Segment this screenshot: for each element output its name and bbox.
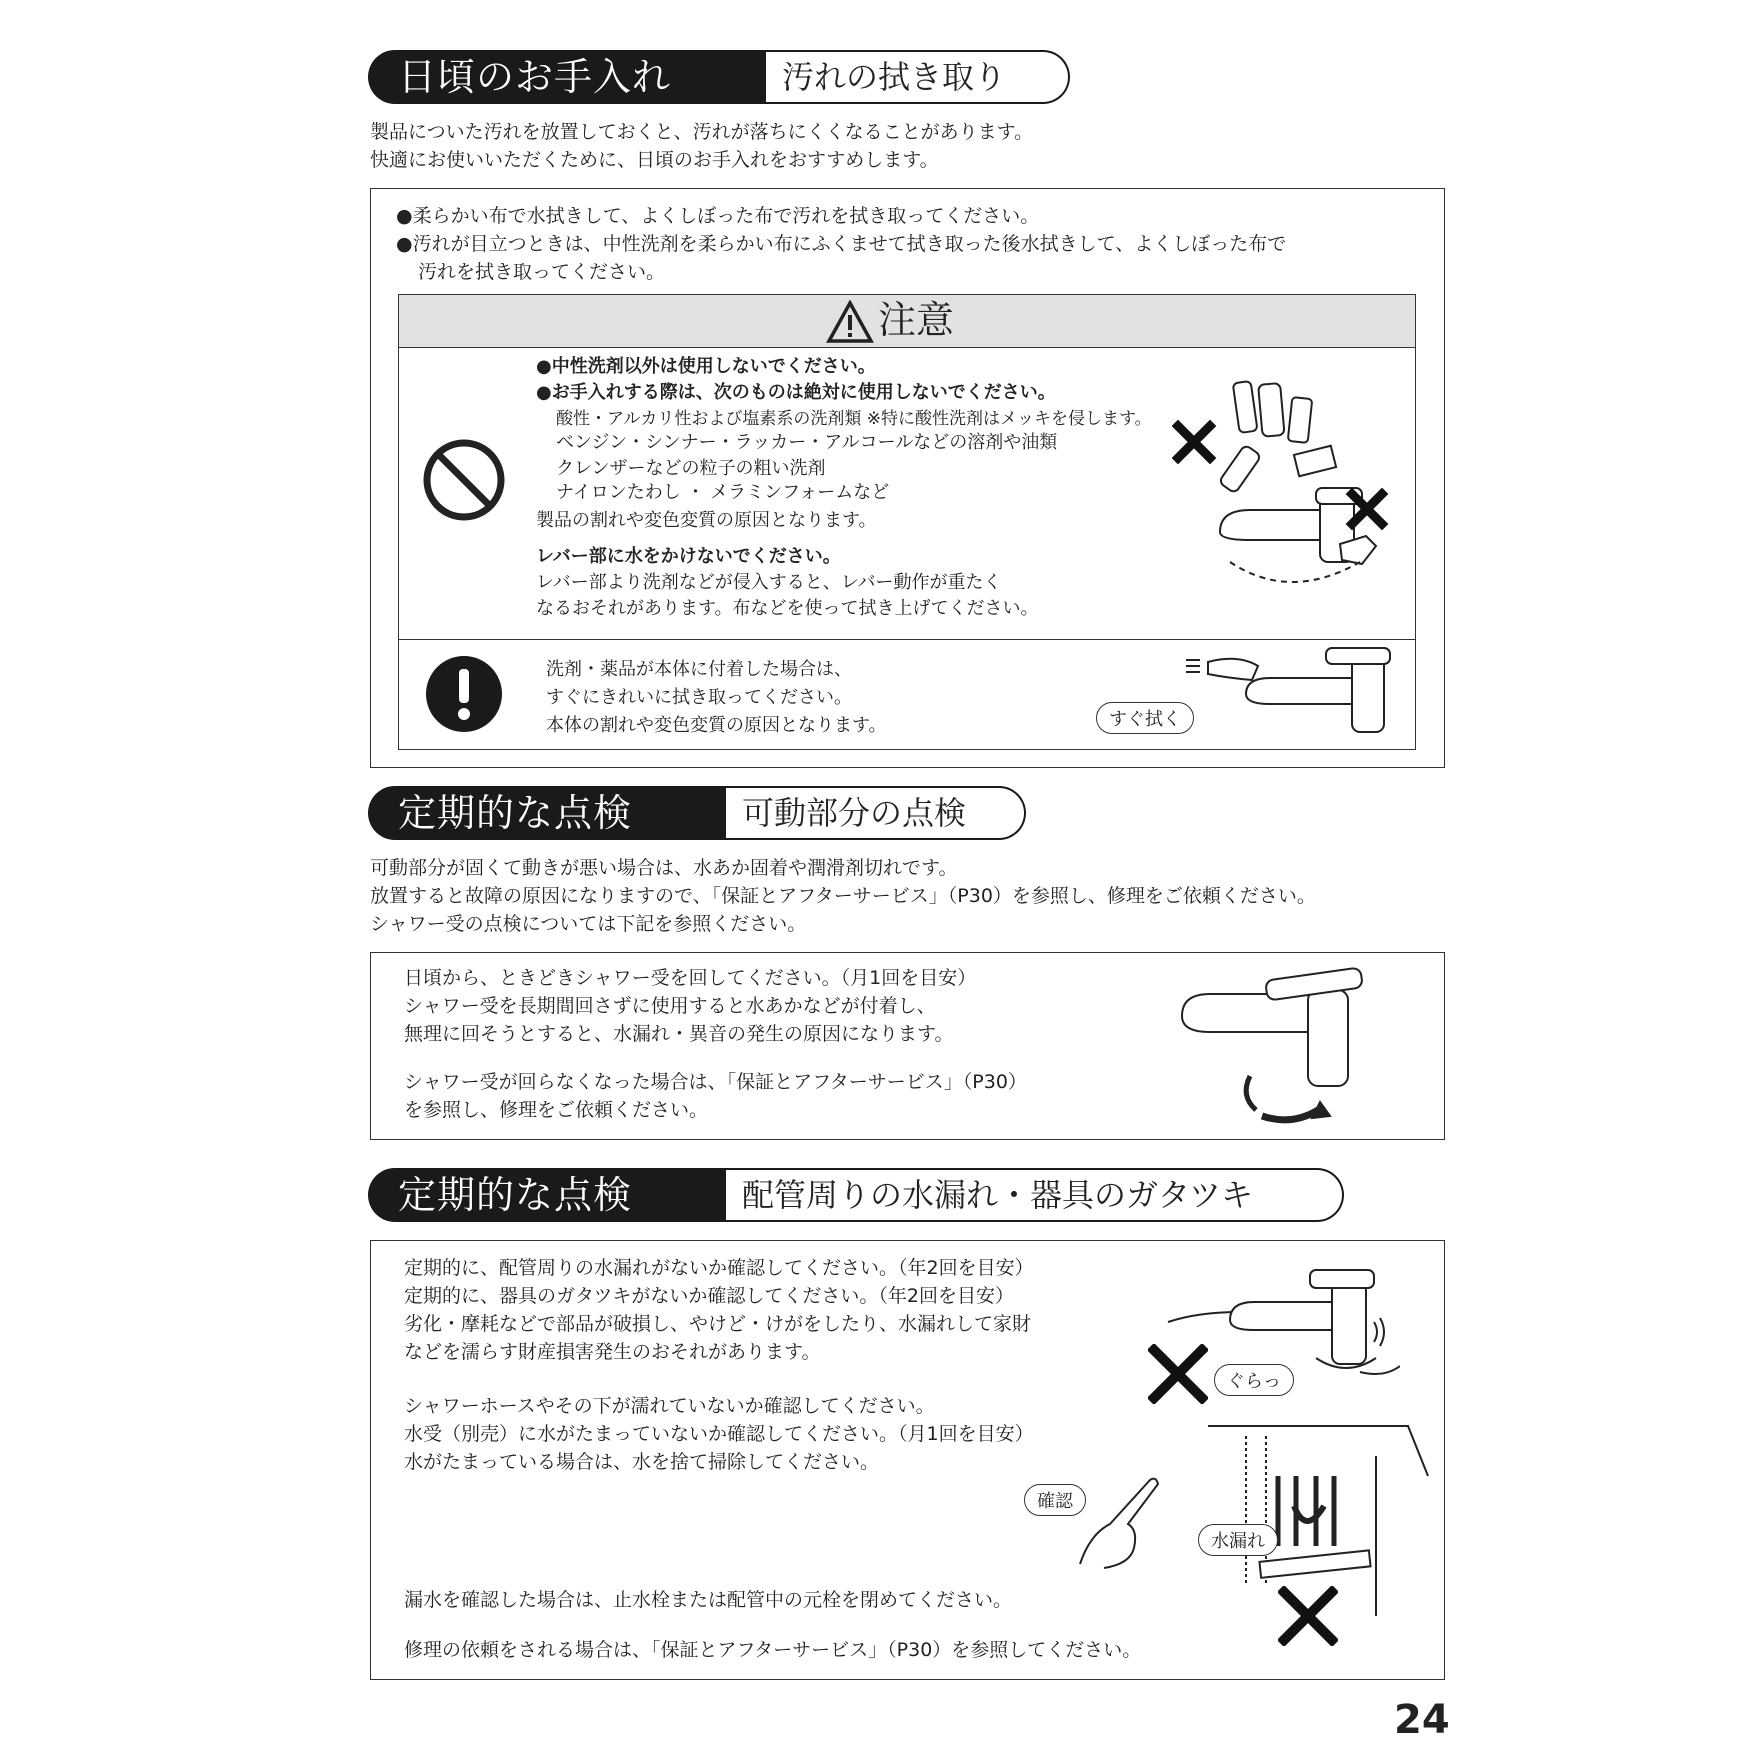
- wipe-faucet-illustration: [1176, 646, 1406, 742]
- lever-title: レバー部に水をかけないでください。: [536, 546, 841, 567]
- section-header-care: [368, 50, 1070, 104]
- x-mark-icon: [1278, 1586, 1338, 1650]
- pointing-hand-icon: [1074, 1470, 1174, 1574]
- prohibit-item: 酸性・アルカリ性および塩素系の洗剤類 ※特に酸性洗剤はメッキを侵します。: [556, 409, 1152, 429]
- shower-rotate-illustration: [1180, 966, 1370, 1130]
- pipe-line: シャワーホースやその下が濡れていないか確認してください。: [404, 1395, 935, 1417]
- header-sub-label: 配管周りの水漏れ・器具のガタツキ: [726, 1168, 1344, 1222]
- caution-divider: [399, 639, 1415, 640]
- prohibit-item: ベンジン・シンナー・ラッカー・アルコールなどの溶剤や油類: [556, 432, 1058, 453]
- pipe-line: 定期的に、配管周りの水漏れがないか確認してください。（年2回を目安）: [404, 1257, 1034, 1279]
- prohibit-item: ナイロンたわし ・ メラミンフォームなど: [556, 482, 890, 503]
- header-main-label: 定期的な点検: [368, 786, 728, 840]
- bullet-line: 汚れを拭き取ってください。: [418, 261, 666, 283]
- box-line: シャワー受を長期間回さずに使用すると水あかなどが付着し、: [404, 995, 936, 1017]
- leak-bubble: 水漏れ: [1198, 1524, 1278, 1556]
- page-number: 24: [1394, 1697, 1450, 1743]
- pipe-line: 定期的に、器具のガタツキがないか確認してください。（年2回を目安）: [404, 1285, 1015, 1307]
- wipe-now-bubble: すぐ拭く: [1096, 702, 1194, 734]
- section-header-inspection-moving: [368, 786, 1026, 840]
- pipe-line: 漏水を確認した場合は、止水栓または配管中の元栓を閉めてください。: [404, 1589, 1013, 1611]
- header-main-label: 定期的な点検: [368, 1168, 728, 1222]
- lever-line: なるおそれがあります。布などを使って拭き上げてください。: [536, 598, 1039, 619]
- bullet-line: ●柔らかい布で水拭きして、よくしぼった布で汚れを拭き取ってください。: [396, 205, 1040, 227]
- box-line: を参照し、修理をご依頼ください。: [404, 1099, 709, 1121]
- pipe-line: 水がたまっている場合は、水を捨て掃除してください。: [404, 1451, 880, 1473]
- warning-triangle-icon: [826, 300, 874, 348]
- instruct-line: すぐにきれいに拭き取ってください。: [546, 687, 852, 708]
- box-line: 日頃から、ときどきシャワー受を回してください。（月1回を目安）: [404, 967, 977, 989]
- bullet-line: ●汚れが目立つときは、中性洗剤を柔らかい布にふくませて拭き取った後水拭きして、よくしぼった布で: [396, 233, 1287, 255]
- prohibit-result: 製品の割れや変色変質の原因となります。: [536, 510, 877, 531]
- box-line: シャワー受が回らなくなった場合は、「保証とアフターサービス」（P30）: [404, 1071, 1027, 1093]
- intro-line: 快適にお使いいただくために、日頃のお手入れをおすすめします。: [370, 149, 939, 171]
- instruction-exclamation-icon: [424, 654, 504, 738]
- check-bubble: 確認: [1024, 1484, 1086, 1516]
- detergent-faucet-illustration: [1160, 376, 1400, 620]
- intro-line: 可動部分が固くて動きが悪い場合は、水あか固着や潤滑剤切れです。: [370, 857, 958, 879]
- caution-title: 注意: [878, 298, 955, 342]
- wobble-bubble: ぐらっ: [1214, 1364, 1294, 1396]
- intro-line: シャワー受の点検については下記を参照ください。: [370, 913, 807, 935]
- header-sub-label: 汚れの拭き取り: [766, 50, 1070, 104]
- header-sub-label: 可動部分の点検: [726, 786, 1026, 840]
- pipe-line: 水受（別売）に水がたまっていないか確認してください。（月1回を目安）: [404, 1423, 1034, 1445]
- pipe-line: 劣化・摩耗などで部品が破損し、やけど・けがをしたり、水漏れして家財: [404, 1313, 1032, 1335]
- instruct-line: 洗剤・薬品が本体に付着した場合は、: [546, 659, 852, 680]
- pipe-line: 修理の依頼をされる場合は、「保証とアフターサービス」（P30）を参照してください。: [404, 1639, 1142, 1661]
- box-line: 無理に回そうとすると、水漏れ・異音の発生の原因になります。: [404, 1023, 954, 1045]
- prohibit-line: ●中性洗剤以外は使用しないでください。: [536, 356, 876, 377]
- prohibit-item: クレンザーなどの粒子の粗い洗剤: [556, 458, 826, 479]
- prohibit-line: ●お手入れする際は、次のものは絶対に使用しないでください。: [536, 382, 1056, 403]
- pipe-line: などを濡らす財産損害発生のおそれがあります。: [404, 1341, 821, 1363]
- header-main-label: 日頃のお手入れ: [368, 50, 768, 104]
- section-header-inspection-pipe: [368, 1168, 1344, 1222]
- intro-line: 放置すると故障の原因になりますので、「保証とアフターサービス」（P30）を参照し、修理をご依頼ください。: [370, 885, 1316, 907]
- lever-line: レバー部より洗剤などが侵入すると、レバー動作が重たく: [536, 572, 1002, 593]
- x-mark-icon: [1148, 1344, 1208, 1408]
- prohibit-icon: [422, 438, 506, 526]
- intro-line: 製品についた汚れを放置しておくと、汚れが落ちにくくなることがあります。: [370, 121, 1034, 143]
- instruct-line: 本体の割れや変色変質の原因となります。: [546, 715, 887, 736]
